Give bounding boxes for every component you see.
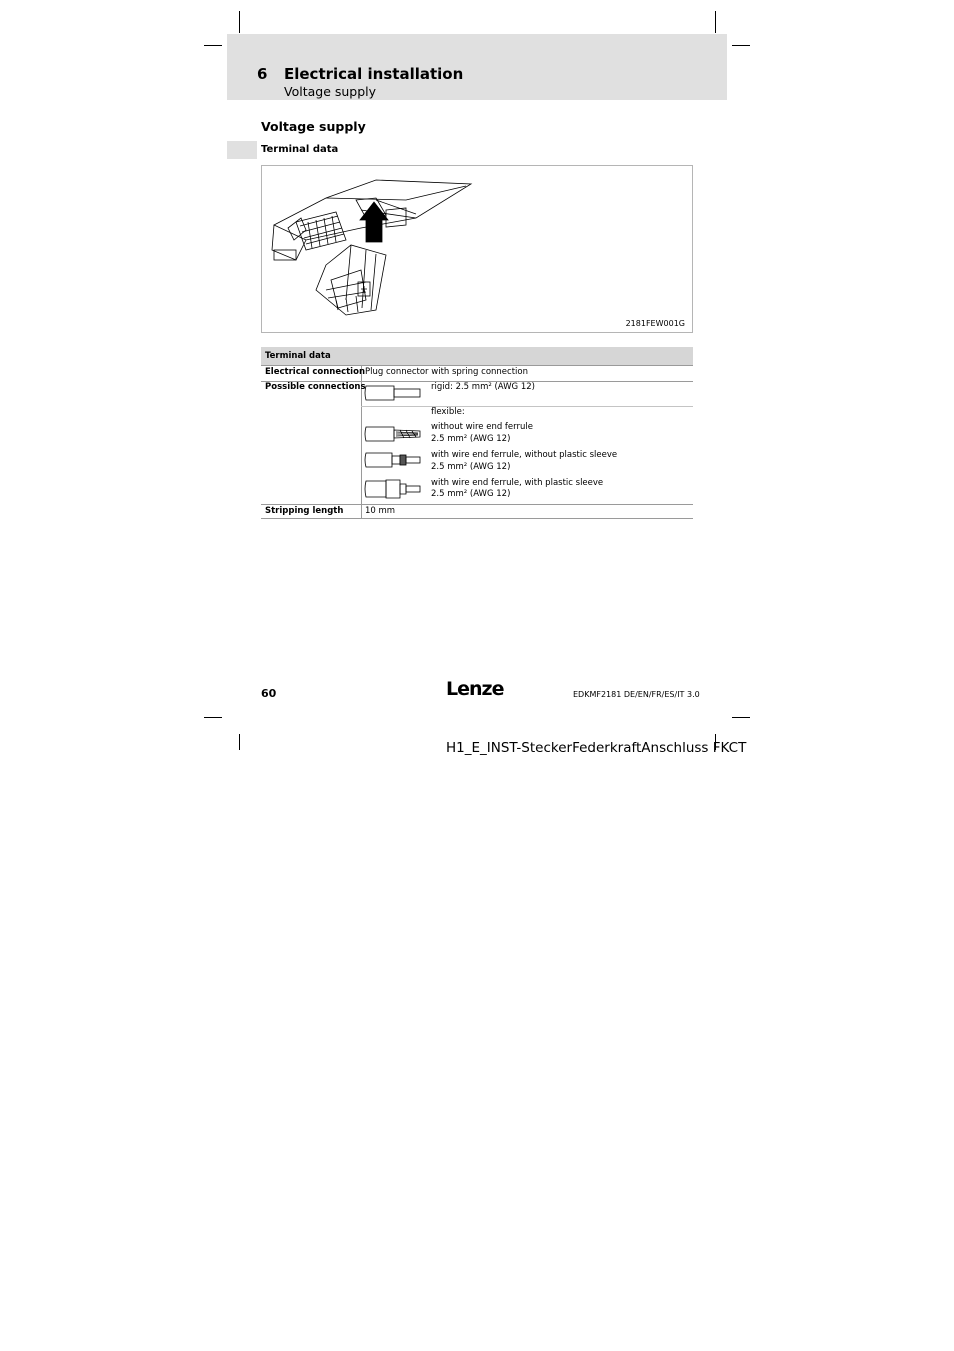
plug-connector-illustration [266, 170, 486, 330]
print-slug: H1_E_INST-SteckerFederkraftAnschluss FKCT [446, 740, 747, 756]
row-label-possible-connections: Possible connections [265, 382, 366, 392]
table-divider [361, 406, 693, 407]
ferrule-sleeve-text: with wire end ferrule, with plastic sleeve [431, 478, 604, 488]
table-divider [261, 365, 693, 366]
crop-mark [239, 11, 240, 33]
figure-code: 2181FEW001G [625, 319, 685, 328]
crop-mark [239, 734, 240, 750]
crop-mark [732, 45, 750, 46]
row-value-stripping-length: 10 mm [365, 506, 396, 516]
table-divider [261, 504, 693, 505]
table-bottom-border [261, 518, 693, 519]
no-ferrule-size: 2.5 mm² (AWG 12) [431, 434, 511, 444]
crop-mark [204, 717, 222, 718]
ferrule-sleeve-wire-icon [364, 478, 422, 500]
table-header: Terminal data [265, 351, 331, 361]
crop-mark [204, 45, 222, 46]
chapter-title: Electrical installation [284, 65, 464, 83]
flexible-wire-icon [364, 424, 422, 444]
ferrule-no-sleeve-size: 2.5 mm² (AWG 12) [431, 462, 511, 472]
crop-mark [715, 11, 716, 33]
ferrule-no-sleeve-text: with wire end ferrule, without plastic sleeve [431, 450, 618, 460]
row-value-electrical-connection: Plug connector with spring connection [365, 367, 528, 377]
rigid-connection-text: rigid: 2.5 mm² (AWG 12) [431, 382, 535, 392]
ferrule-sleeve-size: 2.5 mm² (AWG 12) [431, 489, 511, 499]
row-label-stripping-length: Stripping length [265, 506, 344, 516]
chapter-subtitle: Voltage supply [284, 84, 377, 99]
terminal-figure [261, 165, 693, 333]
section-title: Voltage supply [261, 119, 366, 134]
lenze-logo: Lenze [446, 678, 504, 700]
no-ferrule-text: without wire end ferrule [431, 422, 533, 432]
flexible-heading: flexible: [431, 407, 465, 417]
ferrule-wire-icon [364, 450, 422, 470]
document-id: EDKMF2181 DE/EN/FR/ES/IT 3.0 [573, 690, 700, 699]
row-label-electrical-connection: Electrical connection [265, 367, 365, 377]
crop-mark [732, 717, 750, 718]
subsection-title: Terminal data [261, 144, 339, 155]
rigid-wire-icon [364, 383, 422, 403]
page-number: 60 [261, 687, 277, 700]
chapter-number: 6 [257, 65, 268, 83]
margin-marker [227, 141, 257, 159]
